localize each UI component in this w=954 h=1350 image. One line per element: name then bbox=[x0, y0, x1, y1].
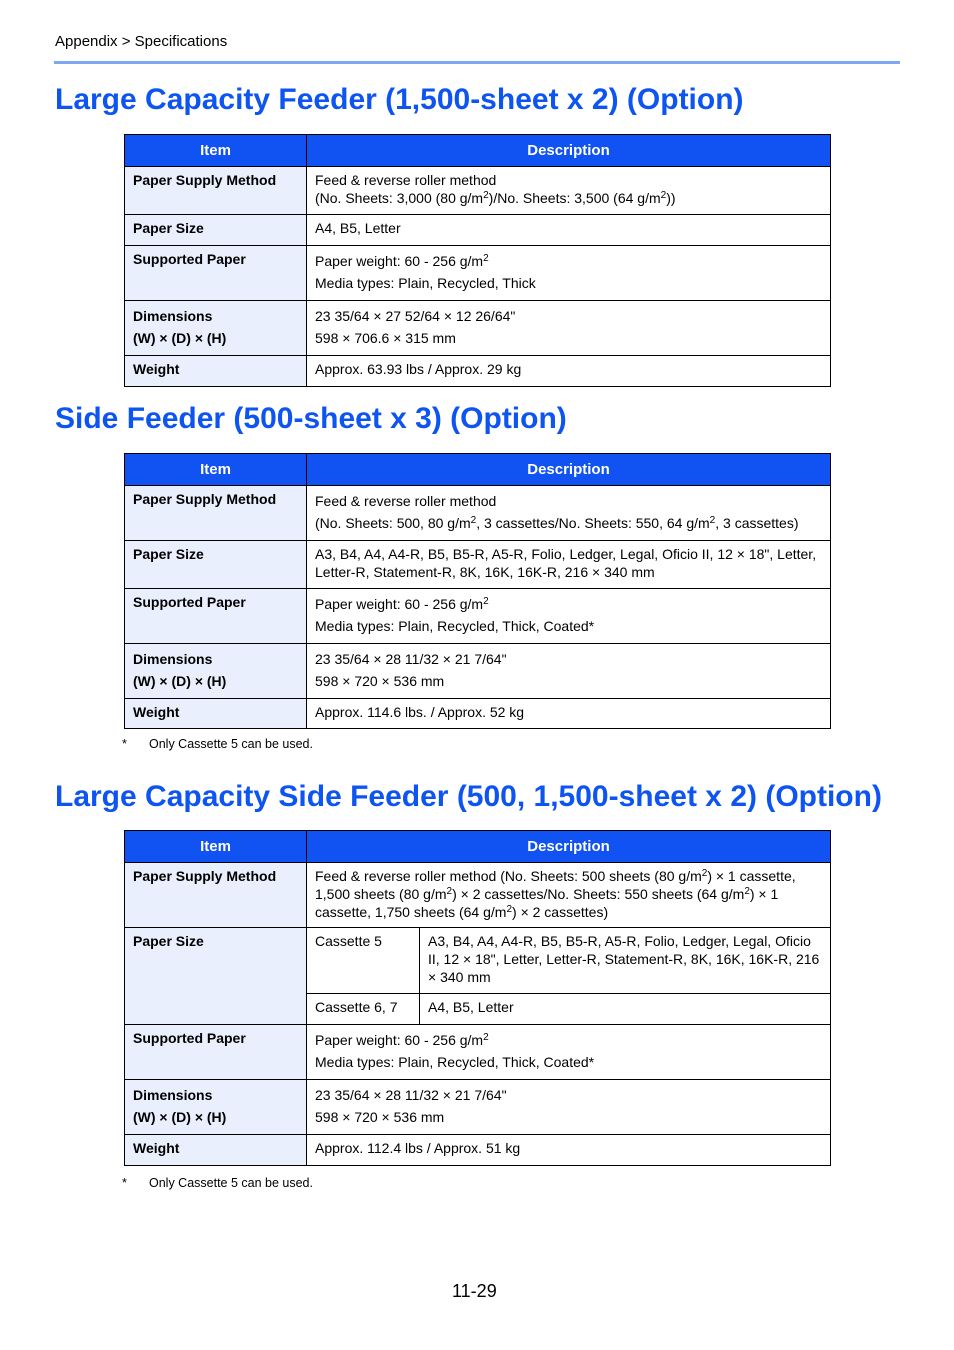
value-line: Media types: Plain, Recycled, Thick, Coated* bbox=[315, 618, 595, 634]
row-value bbox=[307, 1025, 831, 1080]
row-label: Dimensions (W) × (D) × (H) bbox=[125, 644, 307, 699]
row-value: A4, B5, Letter bbox=[307, 215, 831, 246]
spec-table-side-feeder bbox=[124, 453, 831, 729]
row-value bbox=[307, 589, 831, 644]
value-line: Media types: Plain, Recycled, Thick bbox=[315, 275, 536, 291]
row-label: Paper Supply Method bbox=[125, 863, 307, 928]
table-header-row bbox=[125, 454, 831, 486]
sub-value-cassette-5: A3, B4, A4, A4-R, B5, B5-R, A5-R, Folio, Ledger, Legal, Oficio II, 12 × 18", Letter, Letter-R, Statement-R, 8K, 16K, 16K-R, 216 × 340 mm bbox=[420, 928, 831, 994]
breadcrumb: Appendix > Specifications bbox=[55, 33, 228, 50]
row-value bbox=[307, 167, 831, 215]
table-row bbox=[125, 1080, 831, 1135]
footnote: * Only Cassette 5 can be used. bbox=[122, 1176, 313, 1190]
value-line: Media types: Plain, Recycled, Thick, Coated* bbox=[315, 1054, 595, 1070]
table-row bbox=[125, 644, 831, 699]
row-label: Paper Size bbox=[125, 541, 307, 589]
row-label: Paper Size bbox=[125, 215, 307, 246]
table-row bbox=[125, 589, 831, 644]
page-number: 11-29 bbox=[452, 1281, 497, 1301]
header-rule bbox=[54, 61, 900, 64]
row-value: Approx. 112.4 lbs / Approx. 51 kg bbox=[307, 1135, 831, 1166]
row-label: Supported Paper bbox=[125, 1025, 307, 1080]
table-row bbox=[125, 356, 831, 387]
table-header-row bbox=[125, 135, 831, 167]
value-line: Feed & reverse roller method bbox=[315, 172, 497, 188]
row-value: Feed & reverse roller method (No. Sheets: 500 sheets (80 $g/m^2) \times 1$ cassette, 1,500 sheets (80 $g/m^2) \times 2$ cassettes/No. Sheets: 550 sheets (64 $g/m^2) \times 1$ cassette, 1,750 sheets (64 $g/m^2) \times 2$ cassettes) bbox=[307, 863, 831, 928]
row-label: Weight bbox=[125, 699, 307, 729]
value-line: Feed & reverse roller method bbox=[315, 493, 497, 509]
table-row bbox=[125, 301, 831, 356]
row-label: Weight bbox=[125, 356, 307, 387]
column-header-description: Description bbox=[307, 135, 831, 167]
sub-label-cassette-5: Cassette 5 bbox=[307, 928, 420, 994]
sub-label-cassette-6-7: Cassette 6, 7 bbox=[307, 994, 420, 1025]
spec-table-large-capacity-feeder bbox=[124, 134, 831, 387]
column-header-item: Item bbox=[125, 135, 307, 167]
row-label: Weight bbox=[125, 1135, 307, 1166]
row-value bbox=[307, 301, 831, 356]
row-value bbox=[307, 486, 831, 541]
value-line: (No. Sheets: 3,000 (80 $g/m^2)/No$. Sheets: 3,500 (64 $g/m^2$)) bbox=[315, 190, 676, 206]
row-value: A3, B4, A4, A4-R, B5, B5-R, A5-R, Folio, Ledger, Legal, Oficio II, 12 × 18", Letter, Letter-R, Statement-R, 8K, 16K, 16K-R, 216 × 340 mm bbox=[307, 541, 831, 589]
row-label: Paper Supply Method bbox=[125, 486, 307, 541]
value-line: 23 35/64 × 28 11/32 × 21 7/64" bbox=[315, 1087, 507, 1103]
table-header-row bbox=[125, 831, 831, 863]
column-header-description: Description bbox=[307, 831, 831, 863]
value-line: 598 × 720 × 536 mm bbox=[315, 673, 445, 689]
value-line: (No. Sheets: 500, 80 $g/m^2$, 3 cassettes/No. Sheets: 550, 64 $g/m^2$, 3 cassettes) bbox=[315, 515, 799, 531]
section-title-large-capacity-feeder: Large Capacity Feeder (1,500-sheet x 2) (Option) bbox=[55, 83, 744, 116]
value-line: Paper weight: 60 - 256 $g/m^2$ bbox=[315, 253, 489, 269]
sub-value-cassette-6-7: A4, B5, Letter bbox=[420, 994, 831, 1025]
table-row bbox=[125, 541, 831, 589]
value-line: 23 35/64 × 28 11/32 × 21 7/64" bbox=[315, 651, 507, 667]
table-row bbox=[125, 1025, 831, 1080]
value-line: Paper weight: 60 - 256 $g/m^2$ bbox=[315, 596, 489, 612]
column-header-description: Description bbox=[307, 454, 831, 486]
row-value: Approx. 114.6 lbs. / Approx. 52 kg bbox=[307, 699, 831, 729]
column-header-item: Item bbox=[125, 454, 307, 486]
row-value bbox=[307, 1080, 831, 1135]
table-row bbox=[125, 863, 831, 928]
row-value bbox=[307, 246, 831, 301]
value-line: 23 35/64 × 27 52/64 × 12 26/64" bbox=[315, 308, 516, 324]
column-header-item: Item bbox=[125, 831, 307, 863]
spec-table-large-capacity-side-feeder bbox=[124, 830, 831, 1166]
footnote: * Only Cassette 5 can be used. bbox=[122, 737, 313, 751]
row-value bbox=[307, 644, 831, 699]
row-label: Supported Paper bbox=[125, 589, 307, 644]
table-row bbox=[125, 486, 831, 541]
section-title-side-feeder: Side Feeder (500-sheet x 3) (Option) bbox=[55, 402, 567, 435]
value-line: Paper weight: 60 - 256 $g/m^2$ bbox=[315, 1032, 489, 1048]
section-title-large-capacity-side-feeder: Large Capacity Side Feeder (500, 1,500-sheet x 2) (Option) bbox=[55, 780, 882, 813]
table-row bbox=[125, 215, 831, 246]
table-row bbox=[125, 928, 831, 994]
table-row bbox=[125, 246, 831, 301]
row-label: Paper Size bbox=[125, 928, 307, 1025]
value-line: 598 × 706.6 × 315 mm bbox=[315, 330, 456, 346]
value-line: 598 × 720 × 536 mm bbox=[315, 1109, 445, 1125]
table-row bbox=[125, 1135, 831, 1166]
row-label: Supported Paper bbox=[125, 246, 307, 301]
table-row bbox=[125, 699, 831, 729]
row-label: Paper Supply Method bbox=[125, 167, 307, 215]
row-label: Dimensions (W) × (D) × (H) bbox=[125, 1080, 307, 1135]
row-value: Approx. 63.93 lbs / Approx. 29 kg bbox=[307, 356, 831, 387]
table-row bbox=[125, 167, 831, 215]
row-label: Dimensions (W) × (D) × (H) bbox=[125, 301, 307, 356]
